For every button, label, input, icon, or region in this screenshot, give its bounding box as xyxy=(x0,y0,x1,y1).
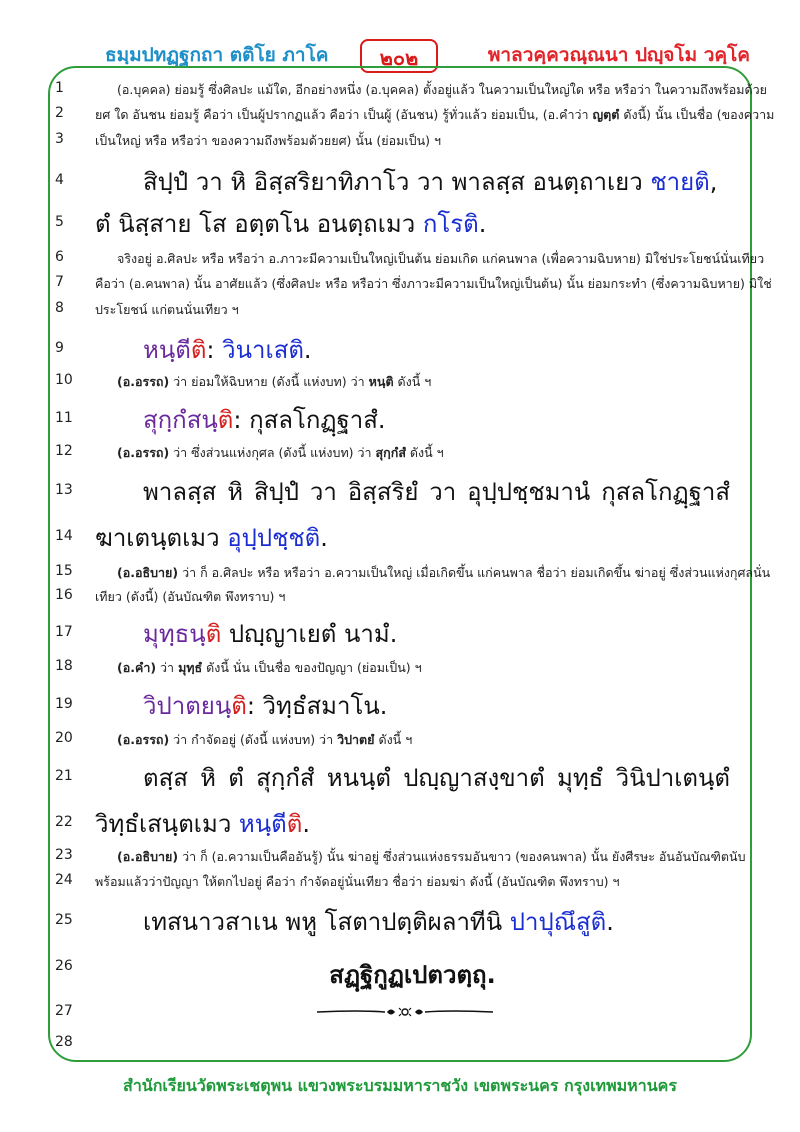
text-run: ว่า xyxy=(156,660,179,675)
line-number: 12 xyxy=(55,443,73,459)
pali-line xyxy=(95,804,730,843)
line-number: 16 xyxy=(55,587,73,603)
text-run: . xyxy=(606,908,614,936)
line-number: 1 xyxy=(55,80,64,96)
text-run: สิปฺปํ วา หิ อิสฺสริยาทิภาโว วา พาลสฺส อนตฺถาเยว xyxy=(143,168,651,196)
line-number: 17 xyxy=(55,624,73,640)
ornament-divider-icon xyxy=(315,1005,495,1019)
term-red: ติ xyxy=(231,692,247,720)
term-purple: วิปาตยนฺ xyxy=(143,692,232,720)
term-purple: สุกฺกํสนฺ xyxy=(143,406,218,434)
line-number: 23 xyxy=(55,847,73,863)
commentary-line xyxy=(95,658,730,678)
header-right-title: พาลวคฺควณฺณนา ปญฺจโม วคฺโค xyxy=(487,44,750,66)
line-number: 15 xyxy=(55,563,73,579)
term-purple: หนฺตี xyxy=(143,336,191,364)
text-run: ดังนี้ ฯ xyxy=(393,374,432,389)
term-red: ติ xyxy=(217,406,234,434)
line-number: 19 xyxy=(55,696,73,712)
commentary-line: (อ.บุคคล) ย่อมรู้ ซึ่งศิลปะ แม้ใด, อีกอย่างหนึ่ง (อ.บุคคล) ตั้งอยู่แล้ว ในความเป็นใหญ่ใด หรือ หรือว่า ในความถึงพร้อมด้วย xyxy=(117,82,767,97)
line-number: 11 xyxy=(55,410,73,426)
keyword-bold: (อ.อรรถ) xyxy=(117,732,170,747)
text-run: ว่า ก็ (อ.ความเป็นคืออันรู้) นั้น ฆ่าอยู่ ซึ่งส่วนแห่งธรรมอันขาว (ของคนพาล) นั้น ยังศีรษะ อันอันบัณฑิตนับ xyxy=(178,849,746,864)
text-run: . xyxy=(478,210,487,238)
keyword-bold: (อ.คำ) xyxy=(117,660,157,675)
commentary-line: พร้อมแล้วว่าปัญญา ให้ตกไปอยู่ คือว่า กำจัดอยู่นั่นเทียว ชื่อว่า ย่อมฆ่า ดังนี้ (อันบัณฑิต พึงทราบ) ฯ xyxy=(95,874,620,889)
story-title: สฏฺฐิกูฏเปตวตฺถุ. xyxy=(329,961,496,989)
keyword-bold: หนฺติ xyxy=(368,374,394,389)
term-purple: มุทฺธนฺ xyxy=(143,620,206,648)
text-run: ดังนี้ ฯ xyxy=(374,732,413,747)
line-number: 28 xyxy=(55,1034,73,1050)
line-number: 25 xyxy=(55,912,73,928)
text-run: ดังนี้ ฯ xyxy=(405,445,444,460)
commentary-line xyxy=(95,443,730,463)
keyword-blue: ชายติ xyxy=(650,168,710,196)
pali-line xyxy=(95,204,730,243)
pali-line: พาลสฺส หิ สิปฺปํ วา อิสฺสริยํ วา อุปฺปชฺชมานํ กุสลโกฏฺฐาสํ xyxy=(143,478,730,506)
text-run: ดังนี้) นั้น เป็นชื่อ (ของความ xyxy=(619,107,775,122)
commentary-line: เทียว (ดังนี้) (อันบัณฑิต พึงทราบ) ฯ xyxy=(95,589,286,604)
commentary-line: จริงอยู่ อ.ศิลปะ หรือ หรือว่า อ.ภาวะมีความเป็นใหญ่เป็นต้น ย่อมเกิด แก่คนพาล (เพื่อความฉิบหาย) มิใช่ประโยชน์นั่นเทียว xyxy=(117,251,765,266)
keyword-blue: วินาเสติ xyxy=(222,336,304,364)
line-number: 10 xyxy=(55,372,73,388)
keyword-blue: อุปฺปชฺชติ xyxy=(227,524,321,552)
line-number: 22 xyxy=(55,814,73,830)
pali-term-line xyxy=(95,614,730,653)
commentary-line xyxy=(95,105,775,125)
term-red: ติ xyxy=(205,620,222,648)
commentary-line xyxy=(95,730,730,750)
keyword-bold: (อ.อธิบาย) xyxy=(117,849,179,864)
keyword-bold: (อ.อธิบาย) xyxy=(117,565,179,580)
text-run: . xyxy=(302,810,310,838)
pali-term-line xyxy=(95,330,730,369)
line-number: 26 xyxy=(55,958,73,974)
term-red: ติ xyxy=(286,810,303,838)
text-run: ว่า ย่อมให้ฉิบหาย (ดังนี้ แห่งบท) ว่า xyxy=(169,374,369,389)
text-run: วิทฺธํเสนฺตเมว xyxy=(95,810,239,838)
text-run: ว่า ก็ อ.ศิลปะ หรือ หรือว่า อ.ความเป็นใหญ่ เมื่อเกิดขึ้น แก่คนพาล ชื่อว่า ย่อมเกิดขึ้น ฆ่าอยู่ ซึ่งส่วนแห่งกุศลนั่น xyxy=(178,565,771,580)
keyword-bold: ญตฺตํ xyxy=(592,107,620,122)
text-run: ฆาเตนฺตเมว xyxy=(95,524,228,552)
line-number: 6 xyxy=(55,249,64,265)
text-run: , xyxy=(709,168,718,196)
commentary-line xyxy=(95,847,746,867)
keyword-blue: ปาปุณึสูติ xyxy=(509,908,607,936)
line-number: 18 xyxy=(55,658,73,674)
line-number: 24 xyxy=(55,872,73,888)
text-run: : xyxy=(206,336,223,364)
text-run: ยศ ใด อันชน ย่อมรู้ คือว่า เป็นผู้ปรากฏแล้ว คือว่า เป็นผู้ (อันชน) รู้ทั่วแล้ว ย่อมเป็น, (อ.คำว่า xyxy=(95,107,593,122)
pali-line xyxy=(95,162,730,201)
keyword-bold: (อ.อรรถ) xyxy=(117,374,170,389)
commentary-line xyxy=(95,563,771,583)
header-left-title: ธมฺมปทฏฺฐกถา ตติโย ภาโค xyxy=(105,44,329,66)
pali-line xyxy=(95,902,730,941)
line-number: 5 xyxy=(55,214,64,230)
footer-text: สำนักเรียนวัดพระเชตุพน แขวงพระบรมมหาราชวัง เขตพระนคร กรุงเทพมหานคร xyxy=(123,1076,677,1095)
commentary-line xyxy=(95,372,730,392)
page-number-badge: ๒๐๒ xyxy=(360,39,438,73)
commentary-line: เป็นใหญ่ หรือ หรือว่า ของความถึงพร้อมด้วยยศ) นั้น (ย่อมเป็น) ฯ xyxy=(95,133,441,148)
text-run: เทสนาวสาเน พหู โสตาปตฺติผลาทีนิ xyxy=(143,908,510,936)
line-number: 9 xyxy=(55,340,64,356)
line-number: 20 xyxy=(55,730,73,746)
text-run: ว่า กำจัดอยู่ (ดังนี้ แห่งบท) ว่า xyxy=(169,732,338,747)
line-number: 3 xyxy=(55,131,64,147)
commentary-line: ประโยชน์ แก่ตนนั่นเทียว ฯ xyxy=(95,302,239,317)
line-number: 14 xyxy=(55,528,73,544)
pali-line: ตสฺส หิ ตํ สุกฺกํสํ หนนฺตํ ปญฺญาสงฺขาตํ มุทฺธํ วินิปาเตนฺตํ xyxy=(143,764,730,792)
line-number: 21 xyxy=(55,768,73,784)
text-run: ปญฺญาเยตํ นามํ. xyxy=(221,620,398,648)
line-number: 4 xyxy=(55,172,64,188)
line-number: 8 xyxy=(55,300,64,316)
text-run: ตํ นิสฺสาย โส อตฺตโน อนตฺถเมว xyxy=(95,210,423,238)
line-number: 27 xyxy=(55,1003,73,1019)
text-run: : วิทฺธํสมาโน. xyxy=(246,692,388,720)
text-run: ว่า ซึ่งส่วนแห่งกุศล (ดังนี้ แห่งบท) ว่า xyxy=(169,445,376,460)
keyword-blue: กโรติ xyxy=(422,210,479,238)
pali-term-line xyxy=(95,400,730,439)
line-number: 7 xyxy=(55,274,64,290)
text-run: . xyxy=(320,524,328,552)
keyword-bold: สุกฺกํสํ xyxy=(375,445,406,460)
text-run: . xyxy=(303,336,312,364)
text-run: : กุสลโกฏฺฐาสํ. xyxy=(233,406,386,434)
text-run: ดังนี้ นั่น เป็นชื่อ ของปัญญา (ย่อมเป็น) ฯ xyxy=(202,660,422,675)
keyword-bold: (อ.อรรถ) xyxy=(117,445,170,460)
keyword-bold: มุทฺธํ xyxy=(178,660,203,675)
pali-line xyxy=(95,518,730,557)
keyword-bold: วิปาตยํ xyxy=(337,732,375,747)
keyword-blue: หนฺตี xyxy=(238,810,287,838)
line-number: 13 xyxy=(55,482,73,498)
commentary-line: คือว่า (อ.คนพาล) นั้น อาศัยแล้ว (ซึ่งศิลปะ หรือ หรือว่า ซึ่งภาวะมีความเป็นใหญ่เป็นต้น) นั้น ย่อมกระทำ (ซึ่งความฉิบหาย) มิใช่ xyxy=(95,276,772,291)
term-red: ติ xyxy=(190,336,207,364)
pali-term-line xyxy=(95,686,730,725)
line-number: 2 xyxy=(55,105,64,121)
